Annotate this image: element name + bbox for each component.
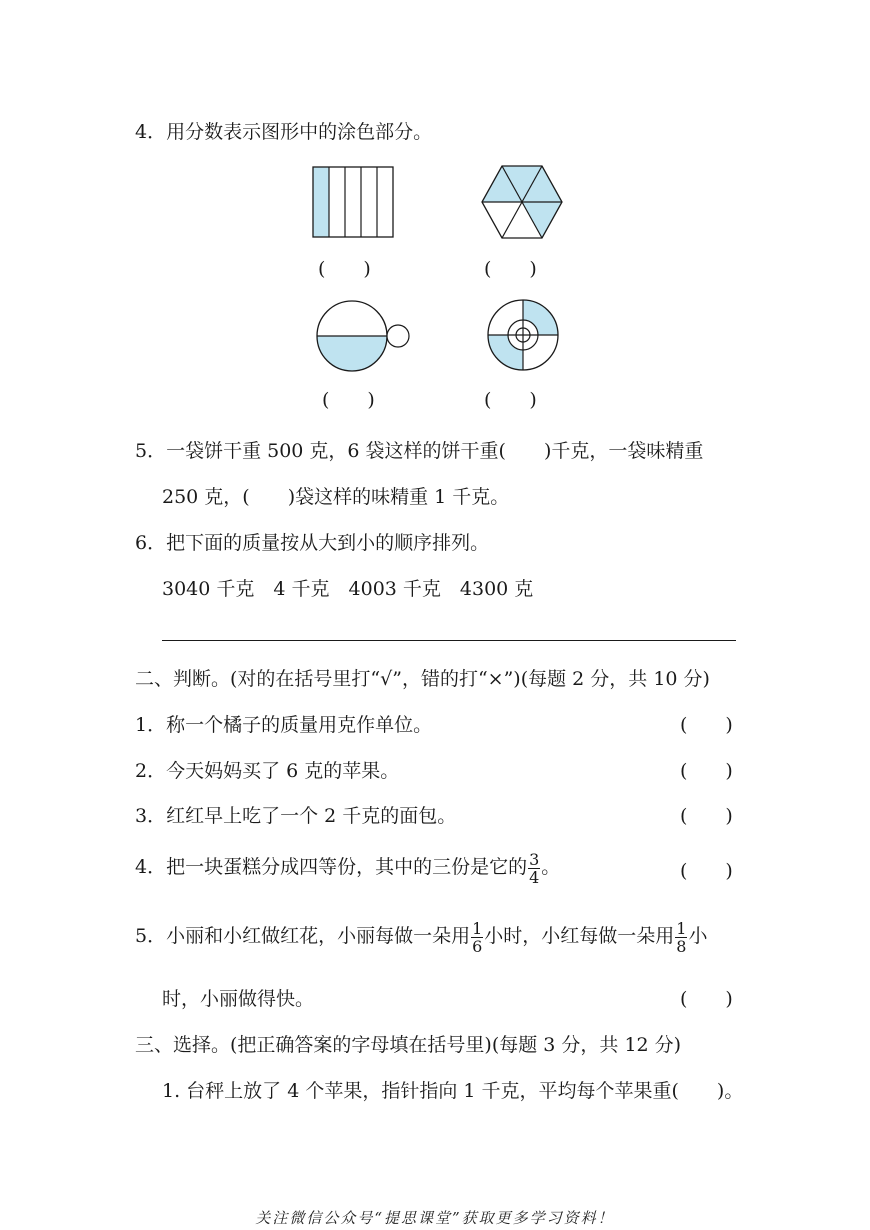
fraction-three-quarters: $\frac{3}{4}$: [529, 849, 540, 887]
question-4-label: 4．用分数表示图形中的涂色部分。: [135, 121, 433, 143]
answer-paren-fig4[interactable]: ( ): [484, 389, 537, 411]
answer-paren-fig3[interactable]: ( ): [322, 389, 375, 411]
judge-item-4-text: 4．把一块蛋糕分成四等份，其中的三份是它的: [135, 856, 528, 878]
vertical-strips-rect-icon: [312, 166, 394, 238]
judge-paren-2[interactable]: ( ): [680, 760, 733, 782]
judge-paren-1[interactable]: ( ): [680, 714, 733, 736]
fraction-one-sixth: $\frac{1}{6}$: [472, 918, 483, 956]
judge-item-4: 4．把一块蛋糕分成四等份，其中的三份是它的 $\frac{3}{4}$ 。: [135, 849, 561, 887]
half-shaded-circle-icon: [314, 299, 412, 373]
answer-paren-fig2[interactable]: ( ): [484, 258, 537, 280]
judge-item-1: 1．称一个橘子的质量用克作单位。: [135, 714, 433, 736]
answer-paren-fig1[interactable]: ( ): [318, 258, 371, 280]
question-6-label: 6．把下面的质量按从大到小的顺序排列。: [135, 532, 490, 554]
judge-paren-3[interactable]: ( ): [680, 805, 733, 827]
answer-line[interactable]: [162, 640, 736, 641]
judge-item-5-line2: 时，小丽做得快。: [162, 988, 315, 1010]
judge-paren-5[interactable]: ( ): [680, 988, 733, 1010]
question-5-line1: 5．一袋饼干重 500 克，6 袋这样的饼干重( )千克，一袋味精重: [135, 440, 704, 462]
judge-item-3: 3．红红早上吃了一个 2 千克的面包。: [135, 805, 457, 827]
ring-quarters-icon: [486, 298, 560, 372]
question-5-line2: 250 克，( )袋这样的味精重 1 千克。: [162, 486, 510, 508]
judge-paren-4[interactable]: ( ): [680, 860, 733, 882]
hexagon-triangles-icon: [480, 164, 564, 240]
section-3-heading: 三、选择。(把正确答案的字母填在括号里)(每题 3 分，共 12 分): [135, 1034, 682, 1056]
question-6-values: 3040 千克 4 千克 4003 千克 4300 克: [162, 578, 534, 600]
section-2-heading: 二、判断。(对的在括号里打“√”，错的打“×”)(每题 2 分，共 10 分): [135, 668, 710, 690]
fraction-one-eighth: $\frac{1}{8}$: [676, 918, 687, 956]
footer-note: 关注微信公众号“提思课堂”获取更多学习资料！: [255, 1209, 615, 1227]
judge-item-5: 5．小丽和小红做红花，小丽每做一朵用 $\frac{1}{6}$ 小时，小红每做一朵用 $\frac{1}{8}$ 小: [135, 918, 708, 956]
choice-item-1: 1. 台秤上放了 4 个苹果，指针指向 1 千克，平均每个苹果重( )。: [162, 1080, 744, 1102]
judge-item-2: 2．今天妈妈买了 6 克的苹果。: [135, 760, 400, 782]
